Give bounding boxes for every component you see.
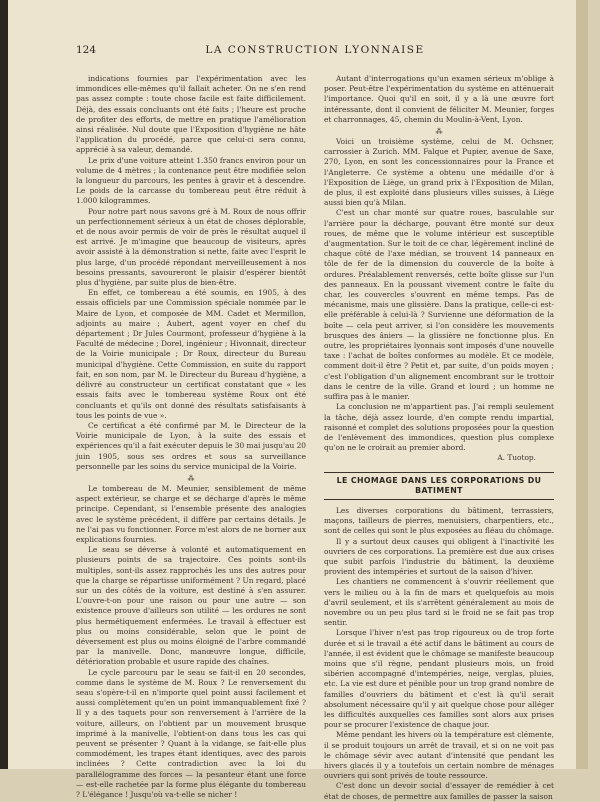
paragraph: C'est donc un devoir social d'essayer de remédier à cet état de choses, de permettre aux familles de passer la saison bbox=[324, 781, 554, 801]
paragraph: Il y a surtout deux causes qui obligent à l'inactivité les ouvriers de ces corporations. La première est due aux crises que subit parfois l'industrie du bâtiment, la deuxième provient des intempéries et surtout de la saison d'hiver. bbox=[324, 536, 554, 577]
author-signature bbox=[324, 453, 554, 463]
paragraph: Les diverses corporations du bâtiment, terrassiers, maçons, tailleurs de pierres, menuisiers, charpentiers, etc., sont de celles qui sont le plus exposées au fléau du chômage. bbox=[324, 505, 554, 536]
section-heading: LE CHOMAGE DANS LES CORPORATIONS DU BATIMENT bbox=[324, 472, 554, 500]
journal-title: LA CONSTRUCTION LYONNAISE bbox=[205, 44, 425, 56]
paragraph: Le seau se déverse à volonté et automatiquement en plusieurs points de sa trajectoire. Ces points sont-ils multiples, sont-ils assez rapprochés les uns des autres pour que la charge se répartisse uniformément ? Un regard, placé sur un des côtés de la voiture, est destiné à s'en assurer. L'ouvre-t-on pour une raison ou pour une autre — son existence prouve d'ailleurs son utilité — les ordures ne sont plus hermétiquement enfermées. Le travail à effectuer est plus ou moins considérable, selon que le point de déversement est plus ou moins éloigné de l'arbre commandé par la manivelle. Donc, manœuvre longue, difficile, détérioration probable et usure rapide des chaînes. bbox=[76, 545, 306, 667]
paragraph: Les chantiers ne commencent à s'ouvrir réellement que vers le milieu ou à la fin de mars et quelquefois au mois d'avril seulement, et ils s'arrêtent généralement au mois de novembre ou un peu plus tard si le froid ne se fait pas trop sentir. bbox=[324, 577, 554, 628]
page-right-margin bbox=[576, 0, 588, 769]
signature-text: A. Tuotop. bbox=[497, 453, 536, 463]
page-header bbox=[76, 44, 554, 58]
paragraph: Même pendant les hivers où la température est clémente, il se produit toujours un arrêt de travail, et si on ne voit pas le chômage sévir avec autant d'intensité que pendant les hivers glacés il y a toutefois un certain nombre de ménages ouvriers qui sont privés de toute ressource. bbox=[324, 730, 554, 781]
section-separator: ⁂ bbox=[435, 128, 443, 137]
page-number: 124 bbox=[76, 44, 97, 56]
paragraph: Le prix d'une voiture atteint 1.350 francs environ pour un volume de 4 mètres ; la contenance peut être modifiée selon la longueur du parcours, les pentes à gravir et à descendre. Le poids de la carcasse du tombereau peut être réduit à 1.000 kilogrammes. bbox=[76, 155, 306, 206]
paragraph: Ce certificat a été confirmé par M. le Directeur de la Voirie municipale de Lyon, à la suite des essais et expériences qu'il a fait exécuter depuis le 30 mai jusqu'au 20 juin 1905, sous ses ordres et sous sa surveillance personnelle par les soins du service municipal de la Voirie. bbox=[76, 420, 306, 471]
left-column bbox=[76, 74, 306, 800]
paragraph: Le tombereau de M. Meunier, sensiblement de même aspect extérieur, se charge et se décharge d'après le même principe. Cependant, si l'ensemble présente des analogies avec le système précédent, il diffère par certains détails. Je ne l'ai pas vu fonctionner. Force m'est alors de ne borner aux explications fournies. bbox=[76, 483, 306, 544]
paragraph: La conclusion ne m'appartient pas. J'ai rempli seulement la tâche, déjà assez lourde, d'en compte rendu impartial, raisonné et complet des solutions proposées pour la question de l'enlèvement des immondices, question plus complexe qu'on ne le croirait au premier abord. bbox=[324, 402, 554, 453]
paragraph: Autant d'interrogations qu'un examen sérieux m'oblige à poser. Peut-être l'expérimentation du système en atténuerait l'importance. Quoi qu'il en soit, il y a là une œuvre fort intéressante, dont il convient de féliciter M. Meunier, forges et charronnages, 45, chemin du Moulin-à-Vent, Lyon. bbox=[324, 74, 554, 124]
paragraph: Voici un troisième système, celui de M. Ochsner, carrossier à Zurich. MM. Falque et Pupier, avenue de Saxe, 270, Lyon, en sont les concessionnaires pour la France et l'Angleterre. Ce système a obtenu une médaille d'or à l'Exposition de Liège, un grand prix à l'Exposition de Milan, de plus, il est exploité dans plusieurs villes suisses, à Liège aussi bien qu'à Milan. bbox=[324, 137, 554, 208]
paragraph: En effet, ce tombereau a été soumis, en 1905, à des essais officiels par une Commission spéciale nommée par le Maire de Lyon, et composée de MM. Cadet et Mermillon, adjoints au maire ; Aubert, agent voyer en chef du département ; Dr Jules Courmont, professeur d'hygiène à la Faculté de médecine ; Dorel, ingénieur ; Hivonnait, directeur de la Voirie municipale ; Dr Roux, directeur du Bureau municipal d'hygiène. Cette Commission, en suite du rapport fait, en son nom, par M. le Directeur du Bureau d'hygiène, a délivré au constructeur un certificat constatant que « les essais faits avec le tombereau système Roux ont été concluants et qu'ils ont donné des résultats satisfaisants à tous les points de vue ». bbox=[76, 288, 306, 420]
book-binding-edge bbox=[0, 0, 8, 769]
section-separator: ⁂ bbox=[187, 474, 195, 483]
paragraph: Pour notre part nous savons gré à M. Roux de nous offrir un perfectionnement sérieux à un état de choses déplorable, et de nous avoir permis de voir de près le résultat auquel il est arrivé. Je m'imagine que beaucoup de visiteurs, après avoir assisté à la démonstration si nette, faite avec l'esprit le plus large, d'un procédé répondant merveilleusement à nos besoins pressants, savoureront le plaisir d'espérer bientôt plus d'hygiène, par suite plus de bien-être. bbox=[76, 206, 306, 288]
right-column bbox=[324, 74, 554, 802]
paragraph: C'est un char monté sur quatre roues, basculable sur l'arrière pour la décharge, pouvant être monté sur deux roues, de même que le volume intérieur est susceptible d'augmentation. Sur le toit de ce char, légèrement incliné de chaque côté de l'axe médian, se trouvent 14 panneaux en tôle de fer de la dimension du couvercle de la boîte à ordures. Préalablement renversés, cette boîte glisse sur l'un des panneaux. En la poussant vivement contre le faîte du char, les couvercles s'ouvrent en même temps. Pas de mécanisme, mais une glissière. Dans la pratique, celle-ci est-elle préférable à celui-là ? Survienne une déformation de la boîte — cela peut arriver, si l'on considère les mouvements brusques des âniers — la glissière ne fonctionne plus. En outre, les propriétaires lyonnais sont imposés d'une nouvelle taxe : l'achat de boîtes conformes au modèle. Et ce modèle, comment doit-il être ? Petit et, par suite, d'un poids moyen ; c'est l'obligation d'un alignement encombrant sur le trottoir dans le centre de la ville. Grand et lourd ; un homme ne suffira pas à le manier. bbox=[324, 208, 554, 402]
paragraph: Le cycle parcouru par le seau se fait-il en 20 secondes, comme dans le système de M. Roux ? Le renversement du seau s'opère-t-il en n'importe quel point aussi facilement et aussi complètement qu'en un point immanquablement fixé ? Il y a des taquets pour son renversement à l'arrière de la voiture, ailleurs, on l'obtient par un mouvement brusque imprimé à la manivelle, l'obtient-on dans tous les cas qui peuvent se présenter ? Quant à la vidange, se fait-elle plus commodément, les trapes étant identiques, avec des parois inclinées ? Cette contradiction avec la loi du parallélogramme des forces — la pesanteur étant une force — est-elle rachetée par la forme plus élégante du tombereau ? L'élégance ! Jusqu'où va-t-elle se nicher ! bbox=[76, 667, 306, 800]
paragraph: indications fournies par l'expérimentation avec les immondices elle-mêmes qu'il fallait acheter. On ne s'en rend pas assez compte : toute chose facile est faite difficilement. Déjà, des essais concluants ont été faits ; l'heure est proche de profiter des efforts, de mettre en pratique l'amélioration ainsi réalisée. Nul doute que l'Exposition d'hygiène ne hâte l'application du procédé, parce que celui-ci sera connu, apprécié à sa valeur, demandé. bbox=[76, 74, 306, 155]
paragraph: Lorsque l'hiver n'est pas trop rigoureux ou de trop forte durée et si le travail a été actif dans le bâtiment au cours de l'année, il est évident que le chômage se manifeste beaucoup moins que s'il règne, pendant plusieurs mois, un froid sibérien accompagné d'intempéries, neige, verglas, pluies, etc. La vie est dure et pénible pour un trop grand nombre de familles d'ouvriers du bâtiment et c'est là qu'il serait absolument nécessaire qu'il y ait quelque chose pour alléger les difficultés auxquelles ces familles sont alors aux prises pour se procurer l'existence de chaque jour. bbox=[324, 628, 554, 730]
